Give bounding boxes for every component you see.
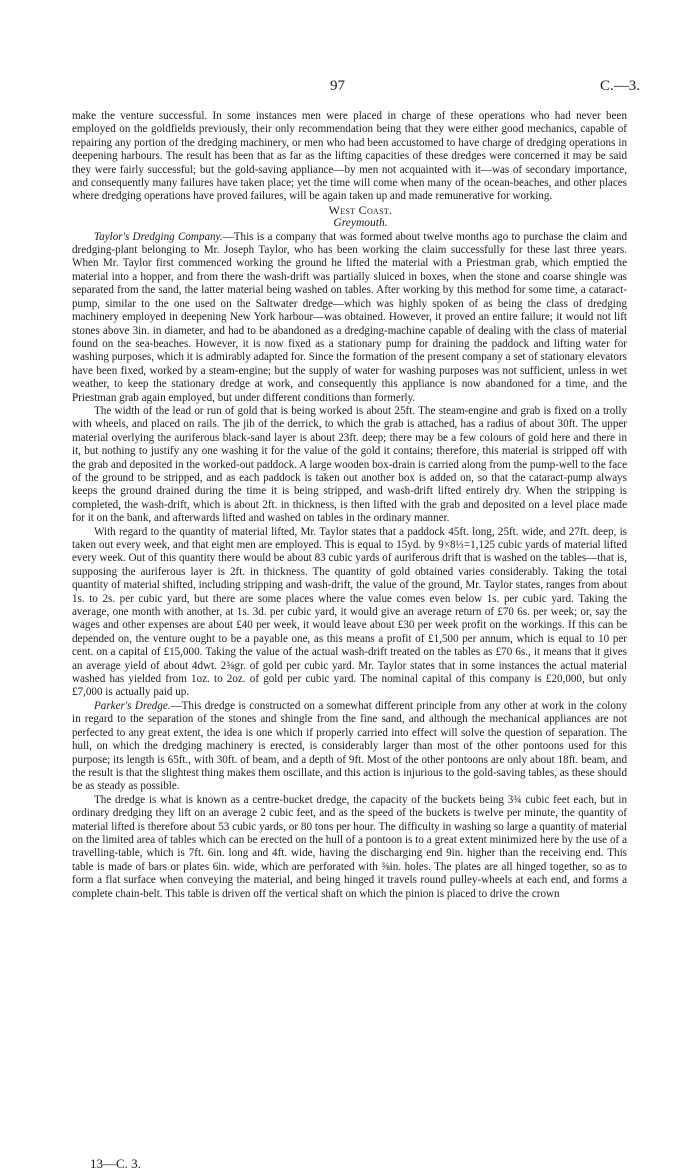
paragraph-quantity-lifted: With regard to the quantity of material lifted, Mr. Taylor states that a paddock 45ft. long, 25ft. wide, and 27ft. deep, is taken out every week, and that eight men are employed. This is equal to 15yd. by 9×8⅓=1,125 cubic yards of material lifted every week. Out of this quantity there would be about 83 cubic yards of auriferous drift that is washed on the tables—that is, supposing the auriferous layer is 2ft. in thickness. The quantity of gold obtained varies considerably. Taking the total quantity of material shifted, including stripping and wash-drift, the value of the ground, Mr. Taylor states, ranges from about 1s. to 2s. per cubic yard, but there are some places where the value comes even below 1s. per cubic yard. Taking the average, one month with another, at 1s. 3d. per cubic yard, it would give an average return of £70 6s. per week; or, say the wages and other expenses are about £40 per week, it would leave about £30 per week profit on the workings. If this can be depended on, the venture ought to be a payable one, as this means a profit of £1,500 per annum, which is equal to 10 per cent. on a capital of £15,000. Taking the value of the actual wash-drift treated on the tables as £70 6s., it means that it gives an average yield of about 4dwt. 2⅜gr. of gold per cubic yard. Mr. Taylor states that in some instances the actual material washed has yielded from 1oz. to 2oz. of gold per cubic yard. The nominal capital of this company is £20,000, but only £7,000 is actually paid up. [72, 525, 627, 699]
paragraph-text: —This dredge is constructed on a somewhat different principle from any other at work in the colony in regard to the separation of the stones and shingle from the fine sand, and although the mechanical appliances are not perfected to any great extent, the idea is one which if properly carried into effect will solve the question of separation. The hull, on which the dredging machinery is erected, is considerably larger than most of the other pontoons used for this purpose; its length is 65ft., with 30ft. of beam, and a depth of 9ft. Most of the other pontoons are only about 18ft. beam, and the result is that the slightest thing makes them oscillate, and this action is injurious to the gold-saving tables, as these should be as steady as possible. [72, 699, 627, 793]
paragraph-taylors-company [72, 231, 627, 405]
report-code: C.—3. [599, 78, 640, 94]
section-heading: West Coast. [328, 202, 393, 217]
signature-mark: 13—C. 3. [90, 1156, 141, 1171]
paragraph-lead-width: The width of the lead or run of gold that is being worked is about 25ft. The steam-engine and grab is fixed on a trolly with wheels, and placed on rails. The jib of the derrick, to which the grab is attached, has a radius of about 30ft. The upper material overlying the auriferous black-sand layer is about 23ft. deep; there may be a few colours of gold here and there in it, but nothing to justify any one washing it for the value of the gold it contains; therefore, this material is stripped off with the grab and deposited in the worked-out paddock. A large wooden box-drain is carried along from the pump-well to the face of the ground to be stripped, and as each paddock is taken out another box is added on, so that the cataract-pump always keeps the ground drained during the time it is being stripped, and wash-drift lifted entirely dry. When the stripping is completed, the wash-drift, which is about 2ft. in thickness, is then lifted with the grab and deposited on a level place made for it on the bank, and afterwards lifted and washed on tables in the ordinary manner. [72, 404, 627, 525]
paragraph-parkers-dredge [72, 700, 627, 794]
paragraph-text: —This is a company that was formed about twelve months ago to purchase the claim and dredging-plant belonging to Mr. Joseph Taylor, who has been working the claim successfully for these last three years. When Mr. Taylor first commenced working the ground he lifted the material with a Priestman grab, which emptied the material into a hopper, and from there the wash-drift was partially sluiced in boxes, when the stone and coarse shingle was separated from the sand, the latter material being washed on tables. After working by this method for some time, a cataract-pump, similar to the one used on the Saltwater dredge—which was highly spoken of as being the class of dredging machinery employed in deepening New York harbour—was obtained. However, it proved an entire failure; it would not lift stones above 3in. in diameter, and had to be abandoned as a dredging-machine capable of dealing with the class of material found on the sea-beaches. However, it is now fixed as a stationary pump for draining the paddock and lifting water for washing purposes, which it is admirably adapted for. Since the formation of the present company a set of stationary elevators have been fixed, worked by a steam-engine; but the supply of water for washing purposes was not sufficient, unless in wet weather, to keep the stationary dredge at work, and consequently this appliance is now abandoned for a time, and the Priestman grab again employed, but under different conditions than formerly. [72, 230, 627, 404]
run-in-heading: Parker's Dredge. [94, 699, 171, 712]
run-in-heading: Taylor's Dredging Company. [94, 230, 223, 243]
page-number: 97 [330, 78, 345, 94]
page-header [0, 78, 700, 98]
subsection-heading: Greymouth. [333, 217, 388, 230]
body-text [72, 110, 627, 901]
paragraph-centre-bucket: The dredge is what is known as a centre-bucket dredge, the capacity of the buckets being 3¾ cubic feet each, but in ordinary dredging they lift on an average 2 cubic feet, and as the speed of the buckets is twelve per minute, the quantity of material lifted is therefore about 53 cubic yards, or 80 tons per hour. The difficulty in washing so large a quantity of material on the limited area of tables which can be erected on the hull of a pontoon is to a great extent minimized here by the use of a travelling-table, which is 7ft. 6in. long and 4ft. wide, having the discharging end 9in. higher than the receiving end. This table is made of bars or plates 6in. wide, which are perforated with ⅜in. holes. The plates are all hinged together, so as to form a flat surface when conveying the material, and being hinged it travels round pulley-wheels at each end, and forms a complete chain-belt. This table is driven off the vertical shaft on which the pinion is placed to drive the crown [72, 793, 627, 900]
paragraph-dredging-failures: make the venture successful. In some instances men were placed in charge of these operations who had never been employed on the goldfields previously, their only recommendation being that they were either good mechanics, capable of repairing any portion of the dredging machinery, or men who had been accustomed to have charge of dredging operations in deepening harbours. The result has been that as far as the lifting capacities of these dredges were concerned it may be said they were fairly successful; but the gold-saving appliance—by men not acquainted with it—was of secondary importance, and consequently many failures have taken place; yet the time will come when many of the ocean-beaches, and other places where dredging operations have proved failures, will be again taken up and made remunerative for working. [72, 110, 627, 203]
